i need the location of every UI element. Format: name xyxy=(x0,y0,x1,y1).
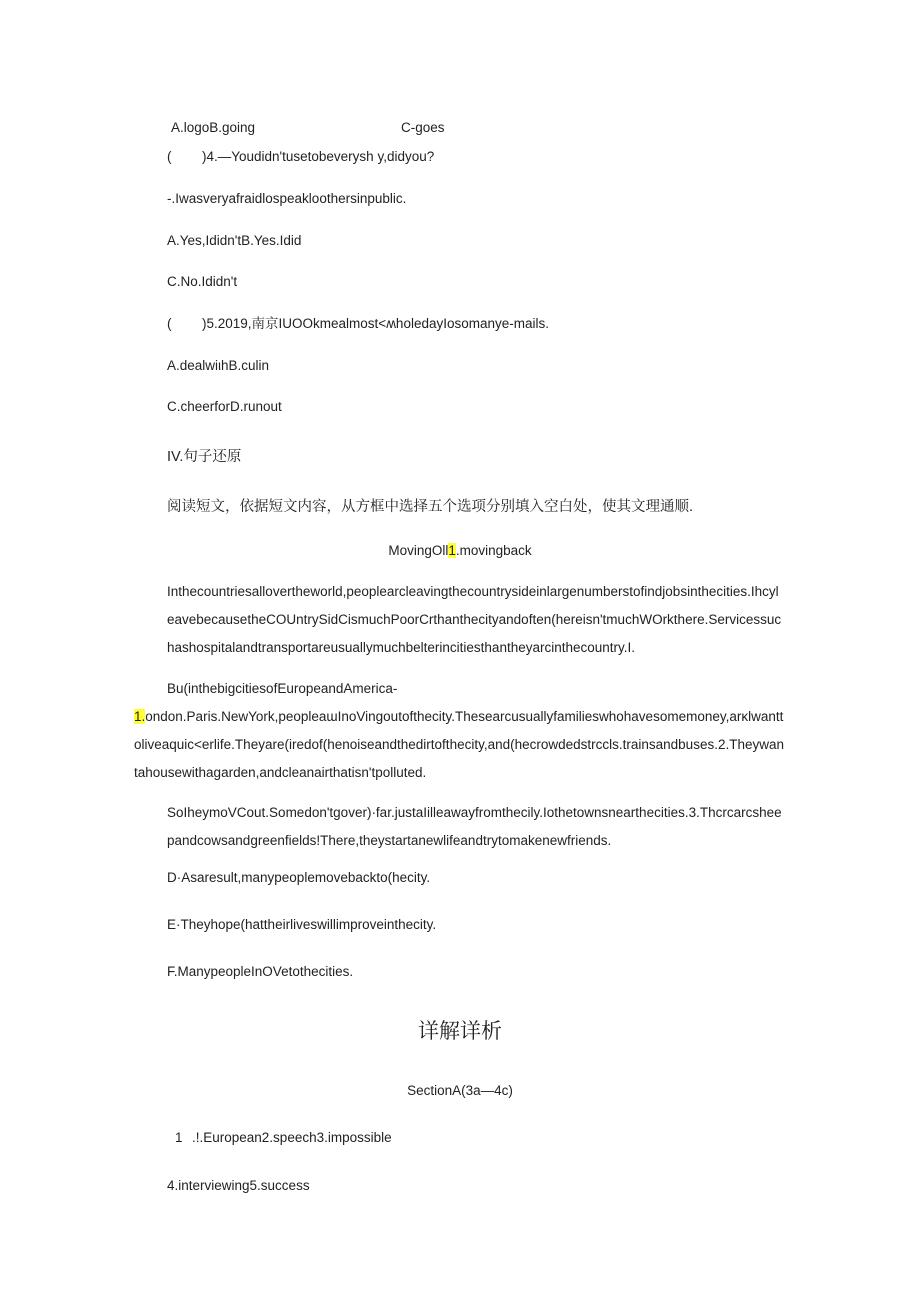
answer-line-1-number: 1 xyxy=(175,1130,183,1145)
option-f: F.ManypeopleInOVetothecities. xyxy=(167,964,354,979)
q4-question: )4.—Youdidn'tusetobeverysh y,didyou? xyxy=(202,149,435,164)
q3-options-ab: A.logoB.going xyxy=(171,120,256,135)
passage-paragraph-3: SoIheymoVCout.Somedon'tgover)·far.justaIilleawayfromthecily.Iothetownsnearthecities.3.Thcrcarcsheepandcowsandgreenfields!There,theystartanewlifeandtrytomakenewfriends. xyxy=(167,805,782,848)
answer-line-1: .!.European2.speech3.impossible xyxy=(192,1130,392,1145)
q4-answer-line: -.Iwasveryafraidlospeakloothersinpublic. xyxy=(167,191,407,206)
passage-title-post: .movingback xyxy=(455,543,532,558)
option-d: D·Asaresult,manypeoplemovebackto(hecity. xyxy=(167,870,431,885)
paragraph-2-text: ondon.Paris.NewYork,peopleaɯInoVingoutofthecity.Thesearcusuallyfamilieswhohavesomemoney,arκlwanttoliveaquic<erlife.Theyare(iredof(henoiseandthedirtofthecity,and(hecrowdedstrccls.trainsandbuses.2.Theywantahousewithagarden,andcleanairthatisn'tpolluted. xyxy=(134,709,784,780)
paragraph-2-highlight: 1. xyxy=(134,709,146,724)
section-4-title: IV.句子还原 xyxy=(167,449,242,465)
passage-title-highlight: 1 xyxy=(448,543,456,558)
q5-open-paren: ( xyxy=(167,316,172,331)
q5-options-cd: C.cheerforD.runout xyxy=(167,399,282,414)
q4-option-c: C.No.Ididn't xyxy=(167,274,238,289)
q3-option-c: C-goes xyxy=(401,120,445,135)
passage-paragraph-1: Inthecountriesallovertheworld,peoplearcleavingthecountrysideinlargenumberstofindjobsinthecities.IhcyleavebecausetheCOUntrySidCismuchPoorCrthanthecityandoften(hereisn'tmuchWOrkthere.Servicessuchashospitalandtransportareusuallymuchbelterincitiesthantheyarcinthecountry.I. xyxy=(167,584,782,655)
q4-open-paren: ( xyxy=(167,149,172,164)
passage-title xyxy=(0,542,920,560)
passage-paragraph-2 xyxy=(134,703,785,787)
q4-options-ab: A.Yes,Ididn'tB.Yes.Idid xyxy=(167,233,302,248)
answers-heading: 详解详析 xyxy=(418,1020,502,1043)
passage-title-pre: MovingOll xyxy=(388,543,449,558)
option-e: E·Theyhope(hattheirliveswillimproveinthecity. xyxy=(167,917,437,932)
q5-question: )5.2019,南京IUOOkmealmost<ʍholedayIosomanye-mails. xyxy=(202,316,550,331)
passage-paragraph-2-first-line: Bu(inthebigcitiesofEuropeandAmerica- xyxy=(167,681,398,696)
q5-options-ab: A.dealwiιhB.culin xyxy=(167,358,270,373)
section-4-instruction: 阅读短文，依据短文内容，从方框中选择五个选项分别填入空白处，使其文理通顺. xyxy=(167,499,694,515)
answer-line-2: 4.interviewing5.success xyxy=(167,1178,310,1193)
answers-section-title: SectionA(3a—4c) xyxy=(407,1083,513,1098)
